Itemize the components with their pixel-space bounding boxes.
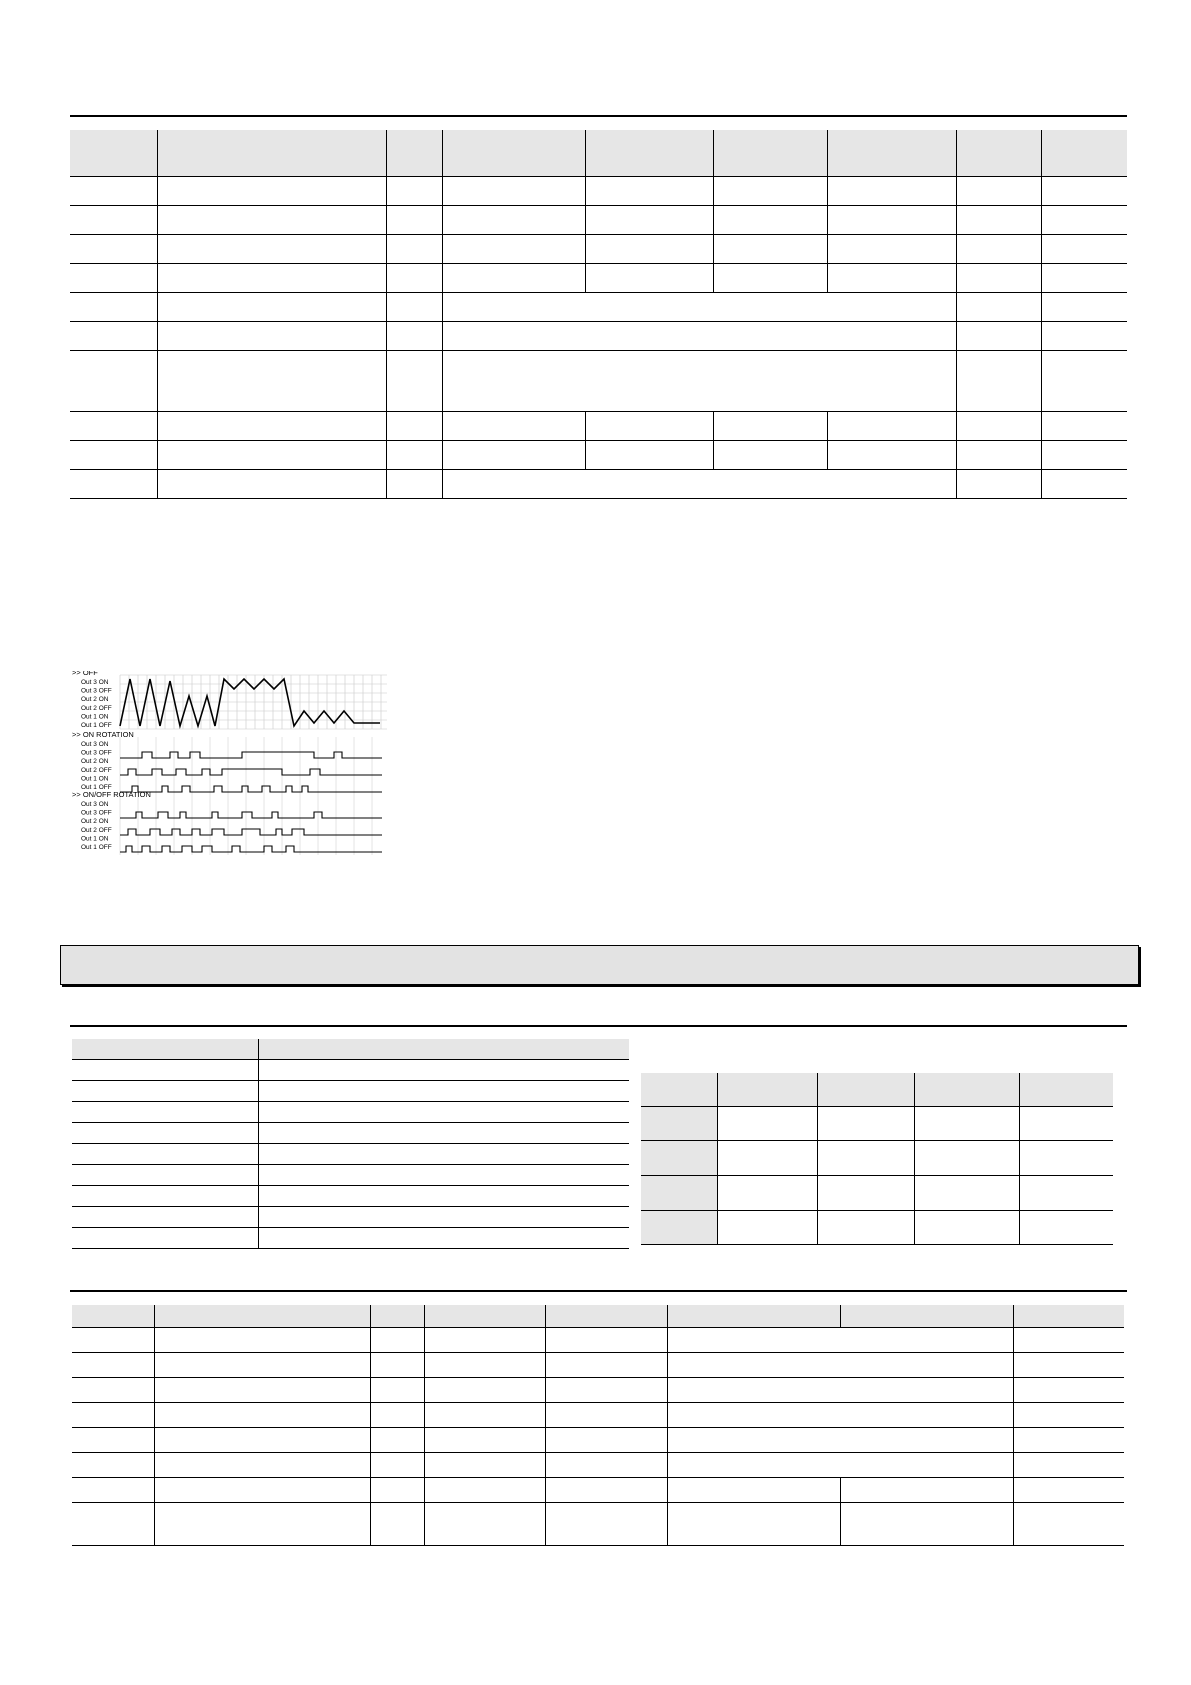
- table-row: [70, 411, 1127, 440]
- table-row: [641, 1210, 1113, 1244]
- diagram-row-label: Out 3 OFF: [81, 687, 112, 695]
- output-timing-diagram: [72, 671, 390, 857]
- diagram-row-label: Out 3 ON: [81, 741, 109, 748]
- table-header-row: [72, 1305, 1124, 1327]
- parameter-table-3: [72, 1305, 1124, 1546]
- header-cell: [585, 130, 713, 176]
- table-row: [72, 1080, 629, 1101]
- diagram-row-label: Out 3 ON: [81, 801, 109, 808]
- diagram-row-label: Out 1 ON: [81, 775, 109, 783]
- diagram-labels: [72, 671, 151, 851]
- matrix-table: [641, 1073, 1113, 1245]
- diagram-row-label: Out 3 ON: [81, 679, 109, 686]
- diagram-row-label: Out 2 ON: [81, 818, 109, 826]
- table-row: [641, 1175, 1113, 1210]
- diagram-row-label: Out 1 OFF: [81, 844, 112, 851]
- table-row: [72, 1227, 629, 1248]
- diagram-section-heading: >> ON/OFF ROTATION: [72, 790, 151, 799]
- table-row: [70, 321, 1127, 350]
- waveform-rotation-out2: [120, 769, 382, 775]
- diagram-row-label: Out 2 OFF: [81, 826, 112, 834]
- table-header-row: [641, 1073, 1113, 1106]
- diagram-row-label: Out 1 OFF: [81, 784, 112, 791]
- header-cell: [1013, 1305, 1124, 1327]
- waveform-onoff-out2: [120, 829, 382, 835]
- table-row: [641, 1106, 1113, 1140]
- header-cell: [157, 130, 386, 176]
- table-header-row: [70, 130, 1127, 176]
- table-row: [70, 440, 1127, 469]
- header-cell: [545, 1305, 667, 1327]
- waveform-off: [120, 679, 380, 726]
- section-banner: [60, 945, 1139, 985]
- header-cell: [956, 130, 1041, 176]
- header-cell: [713, 130, 827, 176]
- table-row: [72, 1164, 629, 1185]
- diagram-row-label: Out 3 OFF: [81, 749, 112, 757]
- header-cell: [717, 1073, 817, 1106]
- table-row: [72, 1427, 1124, 1452]
- table-row: [70, 469, 1127, 498]
- header-cell: [370, 1305, 424, 1327]
- header-cell: [817, 1073, 914, 1106]
- table-row: [70, 263, 1127, 292]
- table-row: [72, 1352, 1124, 1377]
- table-header-row: [72, 1039, 629, 1059]
- diagram-row-label: Out 2 ON: [81, 758, 109, 766]
- diagram-row-label: Out 2 OFF: [81, 766, 112, 774]
- diagram-waveforms: [120, 679, 382, 852]
- table-row: [72, 1327, 1124, 1352]
- waveform-onoff-out1: [120, 846, 382, 852]
- diagram-section-heading: >> ON ROTATION: [72, 730, 134, 739]
- diagram-grid: [120, 675, 387, 855]
- table-row: [72, 1059, 629, 1080]
- header-cell: [1041, 130, 1127, 176]
- header-cell: [386, 130, 442, 176]
- table-row: [72, 1101, 629, 1122]
- diagram-row-label: Out 2 OFF: [81, 704, 112, 712]
- table-row: [72, 1185, 629, 1206]
- diagram-row-label: Out 2 ON: [81, 696, 109, 704]
- header-cell: [840, 1305, 1013, 1327]
- table-row: [70, 350, 1127, 411]
- header-cell: [72, 1305, 154, 1327]
- table-row: [70, 176, 1127, 205]
- waveform-rotation-out1: [120, 786, 382, 792]
- waveform-onoff-out3: [120, 812, 382, 818]
- table-row: [72, 1452, 1124, 1477]
- table-row: [70, 292, 1127, 321]
- header-cell: [442, 130, 585, 176]
- table-row: [70, 234, 1127, 263]
- diagram-row-label: Out 1 ON: [81, 835, 109, 843]
- diagram-section-heading: >> OFF: [72, 671, 98, 677]
- diagram-row-label: Out 1 ON: [81, 713, 109, 721]
- table-row: [70, 205, 1127, 234]
- table-row: [72, 1122, 629, 1143]
- table-row: [72, 1502, 1124, 1545]
- header-cell: [154, 1305, 370, 1327]
- header-cell: [70, 130, 157, 176]
- header-cell: [424, 1305, 545, 1327]
- header-cell: [914, 1073, 1019, 1106]
- table-row: [72, 1402, 1124, 1427]
- waveform-rotation-out3: [120, 752, 382, 758]
- header-cell: [827, 130, 956, 176]
- header-cell: [1019, 1073, 1113, 1106]
- table-row: [72, 1377, 1124, 1402]
- diagram-row-label: Out 1 OFF: [81, 722, 112, 729]
- table-row: [72, 1143, 629, 1164]
- parameter-table-1: [70, 130, 1127, 499]
- header-cell: [258, 1039, 629, 1059]
- diagram-row-label: Out 3 OFF: [81, 809, 112, 817]
- parameter-table-2: [72, 1039, 629, 1249]
- top-rule: [70, 115, 1127, 117]
- section-rule: [70, 1025, 1127, 1027]
- section-rule: [70, 1290, 1127, 1292]
- header-cell: [667, 1305, 840, 1327]
- table-row: [641, 1140, 1113, 1175]
- header-cell: [72, 1039, 258, 1059]
- header-cell: [641, 1073, 717, 1106]
- table-row: [72, 1206, 629, 1227]
- table-row: [72, 1477, 1124, 1502]
